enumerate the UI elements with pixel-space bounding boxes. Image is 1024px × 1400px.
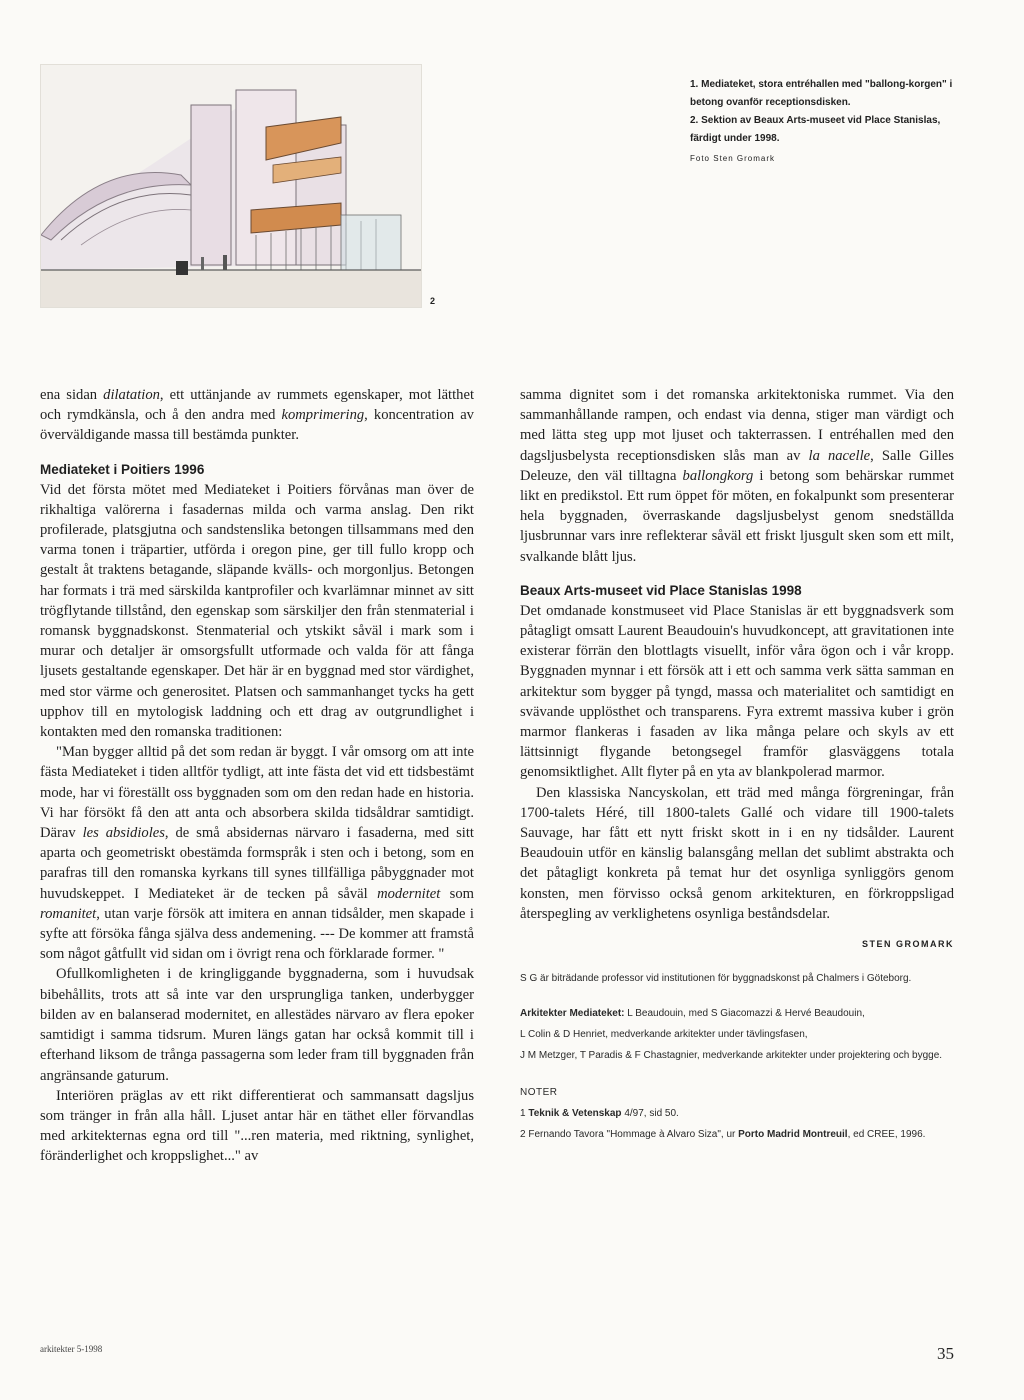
right-paragraph-1: samma dignitet som i det romanska arkitektoniska rummet. Via den sammanhållande rampen, och endast via denna, stiger man värdigt och med lätta steg upp mot ljuset och takterrassen. I entréhallen med den dagsljusbelysta receptionsdisken slås man av la nacelle, Salle Gilles Deleuze, den väl tilltagna ballongkorg i betong som behärskar rummet likt en predikstol. Ett rum öppet för möten, en fokalpunkt som presenterar hela byggnaden, överraskande dagsljusbelyst genom snedställda ljusbrunnar vars inre reflekterar såväl ett friskt ljusgult sken som ett milt, svalkande blått ljus. (520, 387, 954, 565)
right-column (520, 385, 954, 1145)
section-heading-mediateket: Mediateket i Poitiers 1996 (40, 461, 205, 477)
figure-number: 2 (430, 296, 436, 306)
caption-2: 2. Sektion av Beaux Arts-museet vid Place Stanislas, färdigt under 1998. (690, 115, 941, 144)
notes-heading: NOTER (520, 1087, 558, 1099)
left-paragraph-3: Ofullkomligheten i de kringliggande byggnaderna, som i huvudsak bibehållits, trots att så inte var den ursprungliga tanken, underbygger bilden av en balanserad modernitet, en allestädes närvaro av flera epoker samtidigt i samma tidsrum. Muren längs gatan har också kommit till i efterhand liksom de trånga passagerna som leder fram till byggnaden från angränsande gaturum. (40, 966, 474, 1084)
page-number: 35 (937, 1344, 954, 1363)
section-drawing-illustration (41, 65, 421, 307)
section-drawing-figure (40, 64, 422, 308)
figure-captions (690, 76, 970, 168)
note-1: 1 Teknik & Vetenskap 4/97, sid 50. (520, 1108, 679, 1120)
right-paragraph-2: Det omdanade konstmuseet vid Place Stanislas är ett byggnadsverk som påtagligt omsatt Laurent Beaudouin's huvudkoncept, att gravitationen inte existerar förrän den blottlagts visuellt, inför våra ögon och i vår kropp. Byggnaden mynnar i ett försök att i ett och samma verk sätta samman en arkitektur som bygger på tyngd, massa och materialitet och samtidigt en svävande upplösthet och transparens. Fyra extremt massiva kuber i grön marmor flankeras i fasaden av lika många pelare och skyls av ett lättsinnigt flygande betongsegel framför glasväggens totala genomsiktlighet. Allt flyter på en yta av blankpolerad marmor. (520, 602, 954, 781)
photo-credit: Foto Sten Gromark (690, 154, 776, 163)
left-paragraph-2: Vid det första mötet med Mediateket i Poitiers förvånas man över de rikhaltiga valörerna i fasadernas milda och varma anslag. Den rikt profilerade, platsgjutna och sandstenslika betongen tillsammans med den varma tonen i träpartier, utförda i oregon pine, ger till fullo kropp och gestalt åt traktens betagande, släpande kvälls- och morgonljus. Betongen har formats i trä med särskilda kantprofiler och kvarlämnar minnet av sitt trögflytande tillstånd, den egenskap som särskiljer den från stenmaterial i romansk byggnadskonst. Stenmaterial och ytskikt såväl i mark som i murar och detaljer är omsorgsfullt utformade och valda för att fånga ljusets gestaltande egenskaper. Det här är en byggnad med stor värdighet, med stor värme och generositet. Platsen och sammanhanget tycks ha gett upphov till en mytologisk laddning och ett drag av outgrundlighet i kontakten med den romanska traditionen: (40, 481, 474, 741)
footer-publication: arkitekter 5-1998 (40, 1344, 103, 1354)
note-2: 2 Fernando Tavora "Hommage à Alvaro Siza", ur Porto Madrid Montreuil, ed CREE, 1996. (520, 1129, 926, 1141)
section-heading-beaux-arts: Beaux Arts-museet vid Place Stanislas 1998 (520, 582, 802, 598)
author-bio: S G är biträdande professor vid institutionen för byggnadskonst på Chalmers i Göteborg. (520, 973, 912, 985)
author-signature: STEN GROMARK (862, 939, 954, 950)
block-quote: "Man bygger alltid på det som redan är byggt. I vår omsorg om att inte fästa Mediateket i tiden alltför tydligt, att inte fästa det vid ett tidsbestämt mode, har vi föreställt oss byggnaden som om den redan hade en historia. Vi har försökt få den att anta och absorbera skilda tidsåldrar samtidigt. Därav les absidioles, de små absidernas närvaro i fasaderna, med sitt aparta och geometriskt obestämda formspråk i sten och i betong, som en parafras till den romanska kyrkans till synes tillfälliga påbyggnader mot huvudskeppet. I Mediateket är de tecken på såväl modernitet som romanitet, utan varje försök att imitera en annan tidsålder, men skapade i syfte att försöka fånga själva dess andemening. --- De kommer att framstå som något gåtfullt vid sidan om i övrigt rena och förklarade former. " (40, 744, 475, 963)
credits: Arkitekter Mediateket: L Beaudouin, med S Giacomazzi & Hervé Beaudouin, L Colin & D Henriet, medverkande arkitekter under tävlingsfasen, J M Metzger, T Paradis & F Chastagnier, medverkande arkitekter under projektering och bygge. (520, 1008, 943, 1062)
left-paragraph-1: ena sidan dilatation, ett uttänjande av rummets egenskaper, mot lätthet och rymdkänsla, och å den andra med komprimering, koncentration av överväldigande massa till bestämda punkter. (40, 387, 474, 444)
caption-1: 1. Mediateket, stora entréhallen med "ballong-korgen" i betong ovanför receptionsdisken. (690, 79, 953, 108)
left-paragraph-4: Interiören präglas av ett rikt differentierat och sammansatt dagsljus som tränger in från alla håll. Ljuset antar här en täthet eller förvandlas med arkitekternas egna ord till "...ren materia, med riktning, synlighet, föränderlighet och kroppslighet..." av (40, 1087, 474, 1165)
left-column (40, 385, 474, 1167)
right-paragraph-3: Den klassiska Nancyskolan, ett träd med många förgreningar, från 1700-talets Héré, till 1800-talets Gallé och vidare till 1900-talets Sauvage, har fått ett nytt friskt skott in i en ny tidsålder. Laurent Beaudouin utför en känslig balansgång mellan det sublimt abstrakta och det påtagligt konkreta på temat hur det osynliga synliggörs genom konsten, men förvisso också genom arkitekturen, en förkroppsligad återspegling av verklighetens osynliga beståndsdelar. (520, 784, 954, 922)
